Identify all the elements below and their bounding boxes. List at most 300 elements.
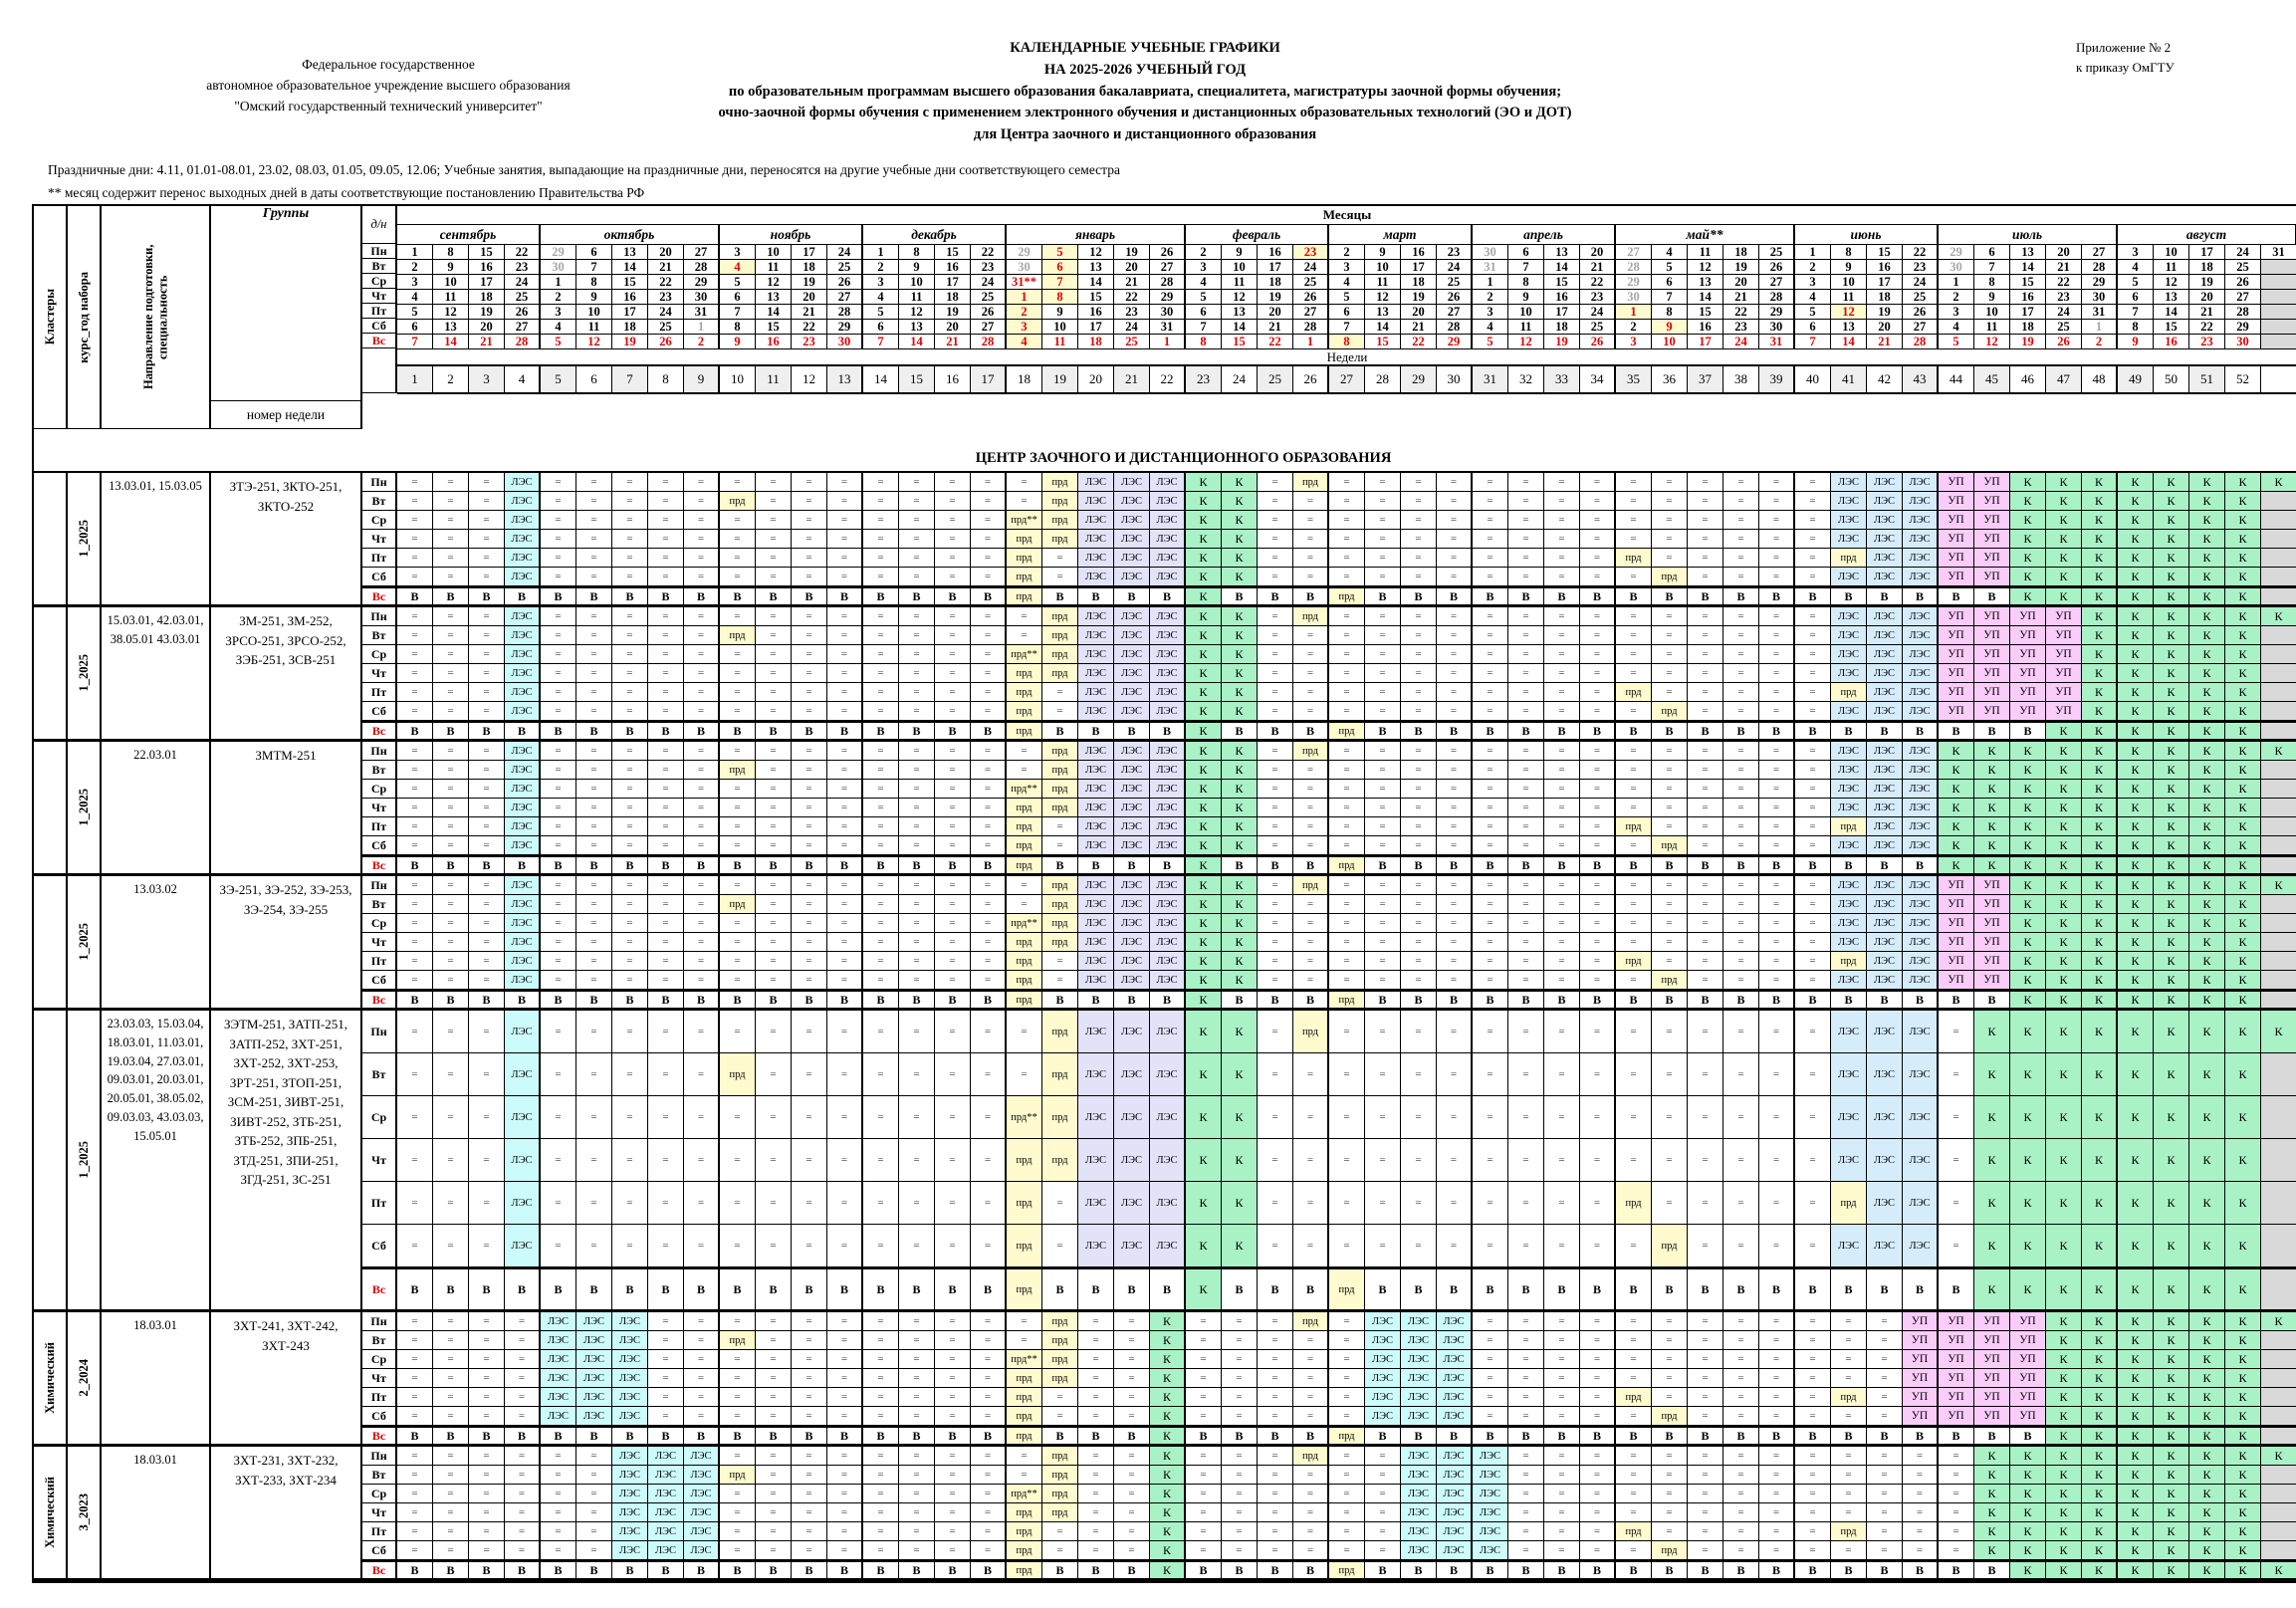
- schedule-cell: В: [1831, 990, 1867, 1009]
- schedule-cell: =: [541, 1485, 576, 1503]
- schedule-cell: =: [1867, 1466, 1903, 1485]
- day-label: Вт: [362, 761, 397, 780]
- schedule-cell: =: [469, 1466, 505, 1485]
- schedule-row: [362, 1522, 2296, 1541]
- date-cell: 16: [612, 290, 648, 305]
- schedule-cell: В: [1473, 721, 1508, 740]
- schedule-cell: =: [397, 530, 433, 549]
- date-cell: 4: [541, 320, 576, 335]
- schedule-cell: =: [1186, 1485, 1222, 1503]
- schedule-cell: УП: [2046, 702, 2082, 721]
- schedule-cell: =: [863, 780, 899, 799]
- date-cell: 12: [1222, 290, 1258, 305]
- schedule-cell: В: [1723, 1426, 1759, 1445]
- schedule-cell: =: [792, 1466, 827, 1485]
- schedule-cell: ЛЭС: [1903, 761, 1939, 780]
- schedule-cell: К: [2225, 1522, 2261, 1541]
- schedule-cell: ЛЭС: [1114, 780, 1150, 799]
- schedule-cell: К: [1150, 1503, 1186, 1522]
- schedule-cell: К: [2261, 473, 2296, 492]
- schedule-cell: К: [2189, 933, 2225, 952]
- schedule-cell: К: [2154, 952, 2189, 971]
- holidays-note: Праздничные дни: 4.11, 01.01-08.01, 23.02, 08.03, 01.05, 09.05, 12.06; Учебные занятия, выпадающие на праздничные дни, переносятся на другие учебные дни соответствующего семестра: [48, 162, 1120, 177]
- schedule-cell: =: [397, 914, 433, 933]
- schedule-cell: =: [1795, 1466, 1831, 1485]
- schedule-cell: =: [935, 1331, 971, 1350]
- week-number: 34: [1580, 366, 1616, 394]
- day-label: Вс: [362, 334, 397, 348]
- date-cell: 7: [1186, 320, 1222, 335]
- schedule-cell: =: [1293, 492, 1329, 511]
- week-number: 6: [576, 366, 612, 394]
- schedule-cell: =: [397, 1541, 433, 1560]
- week-number: 36: [1652, 366, 1688, 394]
- schedule-cell: =: [1186, 1503, 1222, 1522]
- schedule-cell: =: [1544, 1388, 1580, 1407]
- schedule-cell: К: [2189, 1485, 2225, 1503]
- schedule-cell: К: [2046, 492, 2082, 511]
- schedule-cell: =: [397, 895, 433, 914]
- schedule-cell: =: [1759, 1466, 1795, 1485]
- date-cell: 4: [1795, 290, 1831, 305]
- schedule-cell: В: [1437, 1560, 1473, 1579]
- schedule-cell: =: [863, 626, 899, 645]
- schedule-cell: =: [1616, 1485, 1652, 1503]
- schedule-cell: =: [1759, 1182, 1795, 1225]
- schedule-cell: =: [397, 664, 433, 683]
- schedule-cell: К: [2082, 586, 2118, 605]
- date-cell: 31: [2082, 305, 2118, 320]
- schedule-cell: УП: [1939, 1407, 1974, 1426]
- schedule-cell: =: [433, 1503, 469, 1522]
- schedule-cell: =: [827, 1522, 863, 1541]
- schedule-cell: =: [756, 568, 792, 586]
- schedule-cell: =: [576, 626, 612, 645]
- week-number: 3: [469, 366, 505, 394]
- schedule-cell: К: [2225, 1485, 2261, 1503]
- schedule-cell: =: [935, 607, 971, 626]
- schedule-cell: УП: [2010, 683, 2046, 702]
- schedule-cell: К: [2082, 971, 2118, 990]
- schedule-cell: В: [1473, 1426, 1508, 1445]
- schedule-cell: К: [2154, 1139, 2189, 1182]
- schedule-cell: К: [2118, 1139, 2154, 1182]
- schedule-cell: =: [469, 568, 505, 586]
- schedule-cell: =: [1473, 933, 1508, 952]
- schedule-cell: =: [1795, 1139, 1831, 1182]
- schedule-cell: =: [1616, 530, 1652, 549]
- schedule-cell: [2261, 895, 2296, 914]
- schedule-cell: К: [2154, 914, 2189, 933]
- schedule-cell: =: [397, 1053, 433, 1096]
- specialty-cell: 13.03.02: [102, 876, 211, 1009]
- schedule-cell: К: [2225, 799, 2261, 817]
- schedule-cell: =: [1723, 626, 1759, 645]
- schedule-cell: =: [1580, 895, 1616, 914]
- schedule-cell: К: [2261, 876, 2296, 895]
- schedule-cell: =: [1759, 895, 1795, 914]
- schedule-cell: =: [1688, 1388, 1723, 1407]
- month-name: август: [2118, 225, 2296, 245]
- schedule-cell: =: [971, 933, 1007, 952]
- schedule-cell: =: [1007, 1312, 1042, 1331]
- schedule-cell: =: [1473, 492, 1508, 511]
- schedule-cell: =: [612, 742, 648, 761]
- schedule-cell: =: [756, 1466, 792, 1485]
- schedule-cell: =: [1759, 607, 1795, 626]
- schedule-cell: =: [1329, 1522, 1365, 1541]
- schedule-cell: В: [1831, 1426, 1867, 1445]
- schedule-cell: К: [2046, 1225, 2082, 1267]
- schedule-cell: =: [433, 914, 469, 933]
- schedule-cell: =: [1293, 1369, 1329, 1388]
- schedule-cell: =: [971, 1541, 1007, 1560]
- week-number: 47: [2046, 366, 2082, 394]
- schedule-cell: К: [2225, 761, 2261, 780]
- schedule-cell: =: [1795, 952, 1831, 971]
- weeknum-label: номер недели: [211, 401, 362, 429]
- schedule-cell: К: [1974, 1522, 2010, 1541]
- schedule-cell: =: [756, 1331, 792, 1350]
- schedule-cell: К: [1150, 1426, 1186, 1445]
- schedule-cell: =: [1042, 1407, 1078, 1426]
- schedule-cell: =: [1688, 1096, 1723, 1139]
- day-label: Пт: [362, 683, 397, 702]
- schedule-cell: К: [2010, 742, 2046, 761]
- schedule-cell: прд: [1329, 855, 1365, 874]
- schedule-cell: =: [1795, 895, 1831, 914]
- schedule-cell: =: [1508, 1331, 1544, 1350]
- group-block: [34, 1011, 2296, 1312]
- date-cell: 17: [1867, 275, 1903, 290]
- schedule-cell: УП: [1974, 1407, 2010, 1426]
- day-label: Вс: [362, 1267, 397, 1310]
- date-cell: 14: [1688, 290, 1723, 305]
- schedule-cell: =: [1508, 473, 1544, 492]
- schedule-cell: =: [397, 1388, 433, 1407]
- schedule-cell: =: [612, 933, 648, 952]
- schedule-cell: =: [971, 952, 1007, 971]
- date-cell: 23: [971, 260, 1007, 275]
- schedule-cell: В: [648, 990, 684, 1009]
- schedule-cell: =: [1652, 1139, 1688, 1182]
- schedule-cell: =: [899, 683, 935, 702]
- cluster-cell: [34, 1011, 68, 1310]
- schedule-cell: =: [1616, 1096, 1652, 1139]
- schedule-cell: =: [541, 473, 576, 492]
- date-cell: 14: [612, 260, 648, 275]
- schedule-cell: прд: [1007, 971, 1042, 990]
- schedule-cell: =: [397, 836, 433, 855]
- schedule-cell: В: [863, 855, 899, 874]
- week-grid: [362, 1011, 2296, 1310]
- schedule-cell: В: [1078, 721, 1114, 740]
- date-cell: 31: [1759, 335, 1795, 349]
- schedule-cell: =: [1688, 607, 1723, 626]
- schedule-cell: К: [2046, 761, 2082, 780]
- schedule-cell: В: [1759, 721, 1795, 740]
- schedule-cell: В: [1258, 586, 1293, 605]
- schedule-cell: К: [1186, 876, 1222, 895]
- date-cell: 11: [1831, 290, 1867, 305]
- schedule-cell: ЛЭС: [1150, 1139, 1186, 1182]
- schedule-cell: =: [971, 1466, 1007, 1485]
- date-cell: 24: [2046, 305, 2082, 320]
- schedule-cell: прд: [1042, 1312, 1078, 1331]
- date-cell: 31: [1473, 260, 1508, 275]
- schedule-cell: =: [720, 1139, 756, 1182]
- schedule-cell: =: [827, 473, 863, 492]
- schedule-cell: ЛЭС: [1078, 664, 1114, 683]
- schedule-cell: К: [2189, 721, 2225, 740]
- schedule-cell: =: [1186, 1466, 1222, 1485]
- schedule-cell: =: [1616, 780, 1652, 799]
- day-label: Ср: [362, 274, 397, 289]
- schedule-cell: К: [2154, 1522, 2189, 1541]
- schedule-cell: =: [648, 645, 684, 664]
- schedule-row: [362, 742, 2296, 761]
- schedule-cell: =: [899, 1096, 935, 1139]
- schedule-cell: =: [1508, 683, 1544, 702]
- schedule-cell: В: [1831, 721, 1867, 740]
- schedule-cell: В: [2010, 721, 2046, 740]
- schedule-cell: =: [1401, 742, 1437, 761]
- schedule-cell: УП: [1939, 511, 1974, 530]
- schedule-cell: =: [1508, 914, 1544, 933]
- date-cell: 9: [1652, 320, 1688, 335]
- schedule-cell: =: [756, 876, 792, 895]
- schedule-cell: =: [899, 473, 935, 492]
- day-label: Вс: [362, 721, 397, 740]
- date-cell: 14: [1222, 320, 1258, 335]
- schedule-cell: =: [827, 1541, 863, 1560]
- schedule-cell: =: [1939, 1096, 1974, 1139]
- day-label: Пт: [362, 1522, 397, 1541]
- schedule-cell: К: [1222, 914, 1258, 933]
- schedule-cell: УП: [1974, 1331, 2010, 1350]
- schedule-cell: =: [1580, 626, 1616, 645]
- schedule-cell: =: [433, 1541, 469, 1560]
- schedule-cell: В: [1473, 990, 1508, 1009]
- day-label: Вт: [362, 1331, 397, 1350]
- schedule-cell: прд: [1042, 761, 1078, 780]
- date-cell: 13: [1831, 320, 1867, 335]
- schedule-cell: =: [612, 799, 648, 817]
- date-cell: 6: [1186, 305, 1222, 320]
- schedule-cell: =: [1186, 1350, 1222, 1369]
- schedule-cell: =: [541, 742, 576, 761]
- schedule-cell: К: [2118, 1426, 2154, 1445]
- schedule-cell: =: [1688, 473, 1723, 492]
- schedule-cell: =: [899, 1369, 935, 1388]
- schedule-cell: прд: [1007, 664, 1042, 683]
- schedule-cell: =: [1688, 511, 1723, 530]
- schedule-cell: =: [1114, 1312, 1150, 1331]
- schedule-cell: =: [1759, 817, 1795, 836]
- schedule-cell: К: [1222, 683, 1258, 702]
- day-label: Чт: [362, 1139, 397, 1182]
- schedule-cell: =: [1544, 876, 1580, 895]
- schedule-cell: прд: [1007, 530, 1042, 549]
- schedule-cell: В: [1974, 1560, 2010, 1579]
- schedule-cell: УП: [1974, 492, 2010, 511]
- schedule-cell: прд: [1007, 836, 1042, 855]
- schedule-cell: =: [1759, 1447, 1795, 1466]
- date-cell: 15: [1688, 305, 1723, 320]
- weeks-caption: Недели: [397, 349, 2296, 366]
- schedule-cell: К: [2046, 511, 2082, 530]
- schedule-cell: К: [2046, 895, 2082, 914]
- schedule-cell: =: [469, 876, 505, 895]
- schedule-cell: К: [2261, 1312, 2296, 1331]
- schedule-cell: =: [827, 742, 863, 761]
- schedule-cell: =: [935, 1485, 971, 1503]
- transfer-note: ** месяц содержит перенос выходных дней в даты соответствующие постановлению Правительства РФ: [48, 185, 645, 200]
- schedule-cell: прд: [1293, 742, 1329, 761]
- schedule-cell: ЛЭС: [1437, 1447, 1473, 1466]
- date-cell: 14: [756, 305, 792, 320]
- schedule-row: [362, 1407, 2296, 1426]
- schedule-cell: К: [2225, 586, 2261, 605]
- groups-cell: ЗМ-251, ЗМ-252, ЗРСО-251, ЗРСО-252, ЗЭБ-251, ЗСВ-251: [211, 607, 362, 740]
- schedule-cell: К: [2118, 1466, 2154, 1485]
- schedule-cell: УП: [1939, 568, 1974, 586]
- schedule-cell: ЛЭС: [1078, 702, 1114, 721]
- date-cell: 15: [1365, 335, 1401, 349]
- schedule-cell: прд: [1007, 799, 1042, 817]
- schedule-cell: =: [576, 1011, 612, 1053]
- schedule-cell: В: [971, 721, 1007, 740]
- schedule-cell: К: [2225, 1139, 2261, 1182]
- schedule-cell: ЛЭС: [1150, 836, 1186, 855]
- schedule-cell: К: [2154, 664, 2189, 683]
- schedule-cell: К: [2118, 721, 2154, 740]
- schedule-cell: К: [2118, 952, 2154, 971]
- schedule-cell: =: [1616, 1053, 1652, 1096]
- week-number: 1: [397, 366, 433, 394]
- schedule-cell: В: [720, 1560, 756, 1579]
- schedule-cell: =: [684, 1312, 720, 1331]
- date-cell: 4: [1939, 320, 1974, 335]
- schedule-cell: =: [397, 933, 433, 952]
- schedule-cell: =: [1222, 1466, 1258, 1485]
- schedule-cell: К: [2118, 607, 2154, 626]
- schedule-cell: =: [433, 549, 469, 568]
- schedule-cell: =: [756, 817, 792, 836]
- schedule-cell: К: [2082, 817, 2118, 836]
- schedule-cell: ЛЭС: [1831, 876, 1867, 895]
- schedule-cell: ЛЭС: [648, 1466, 684, 1485]
- schedule-cell: =: [541, 1522, 576, 1541]
- schedule-cell: К: [2225, 780, 2261, 799]
- group-block: [34, 876, 2296, 1011]
- schedule-cell: К: [1186, 626, 1222, 645]
- date-cell: 8: [2118, 320, 2154, 335]
- schedule-cell: ЛЭС: [1114, 664, 1150, 683]
- schedule-cell: УП: [1939, 933, 1974, 952]
- schedule-cell: =: [1365, 817, 1401, 836]
- schedule-cell: К: [2118, 1267, 2154, 1310]
- date-cell: 16: [2010, 290, 2046, 305]
- month-name: март: [1329, 225, 1473, 245]
- schedule-cell: =: [1723, 895, 1759, 914]
- schedule-cell: ЛЭС: [1114, 952, 1150, 971]
- schedule-cell: =: [1939, 1466, 1974, 1485]
- schedule-cell: В: [971, 1426, 1007, 1445]
- schedule-cell: =: [792, 895, 827, 914]
- date-cell: 4: [720, 260, 756, 275]
- schedule-cell: =: [899, 664, 935, 683]
- schedule-row: [362, 645, 2296, 664]
- schedule-cell: К: [1150, 1350, 1186, 1369]
- date-row: [397, 290, 2296, 305]
- schedule-cell: В: [899, 1426, 935, 1445]
- schedule-cell: =: [1616, 626, 1652, 645]
- day-label: Вс: [362, 990, 397, 1009]
- date-cell: 4: [397, 290, 433, 305]
- course-cell: [68, 742, 102, 874]
- schedule-cell: =: [1508, 895, 1544, 914]
- schedule-cell: =: [612, 492, 648, 511]
- schedule-cell: К: [2010, 1267, 2046, 1310]
- date-cell: 14: [2154, 305, 2189, 320]
- schedule-cell: =: [1795, 1485, 1831, 1503]
- schedule-cell: =: [827, 799, 863, 817]
- schedule-cell: =: [397, 1369, 433, 1388]
- schedule-cell: =: [1078, 1447, 1114, 1466]
- schedule-row: [362, 1267, 2296, 1310]
- schedule-cell: =: [1795, 626, 1831, 645]
- week-number: 42: [1867, 366, 1903, 394]
- date-cell: 17: [2010, 305, 2046, 320]
- schedule-cell: ЛЭС: [505, 511, 541, 530]
- date-cell: 8: [1831, 245, 1867, 260]
- schedule-cell: УП: [2010, 1331, 2046, 1350]
- schedule-cell: =: [1293, 530, 1329, 549]
- schedule-cell: =: [899, 549, 935, 568]
- schedule-cell: =: [648, 1053, 684, 1096]
- schedule-cell: =: [1437, 549, 1473, 568]
- schedule-cell: =: [1508, 511, 1544, 530]
- schedule-cell: =: [756, 1447, 792, 1466]
- date-cell: 20: [1401, 305, 1437, 320]
- schedule-cell: ЛЭС: [1078, 645, 1114, 664]
- schedule-cell: К: [2154, 1426, 2189, 1445]
- date-cell: 1: [1293, 335, 1329, 349]
- schedule-cell: =: [899, 530, 935, 549]
- schedule-cell: К: [1150, 1312, 1186, 1331]
- schedule-cell: УП: [1939, 914, 1974, 933]
- schedule-cell: В: [1974, 1426, 2010, 1445]
- schedule-cell: В: [469, 586, 505, 605]
- schedule-cell: =: [971, 876, 1007, 895]
- groups-header-col: [211, 206, 362, 429]
- schedule-cell: УП: [1939, 876, 1974, 895]
- date-cell: 11: [756, 260, 792, 275]
- date-cell: 6: [1795, 320, 1831, 335]
- schedule-cell: К: [2082, 780, 2118, 799]
- schedule-cell: =: [1795, 645, 1831, 664]
- schedule-cell: =: [935, 836, 971, 855]
- schedule-cell: К: [1974, 855, 2010, 874]
- schedule-cell: В: [612, 1426, 648, 1445]
- schedule-cell: К: [2189, 1447, 2225, 1466]
- schedule-cell: =: [1688, 1331, 1723, 1350]
- date-cell: 4: [2118, 260, 2154, 275]
- schedule-cell: =: [1329, 530, 1365, 549]
- schedule-cell: =: [899, 761, 935, 780]
- schedule-cell: =: [756, 971, 792, 990]
